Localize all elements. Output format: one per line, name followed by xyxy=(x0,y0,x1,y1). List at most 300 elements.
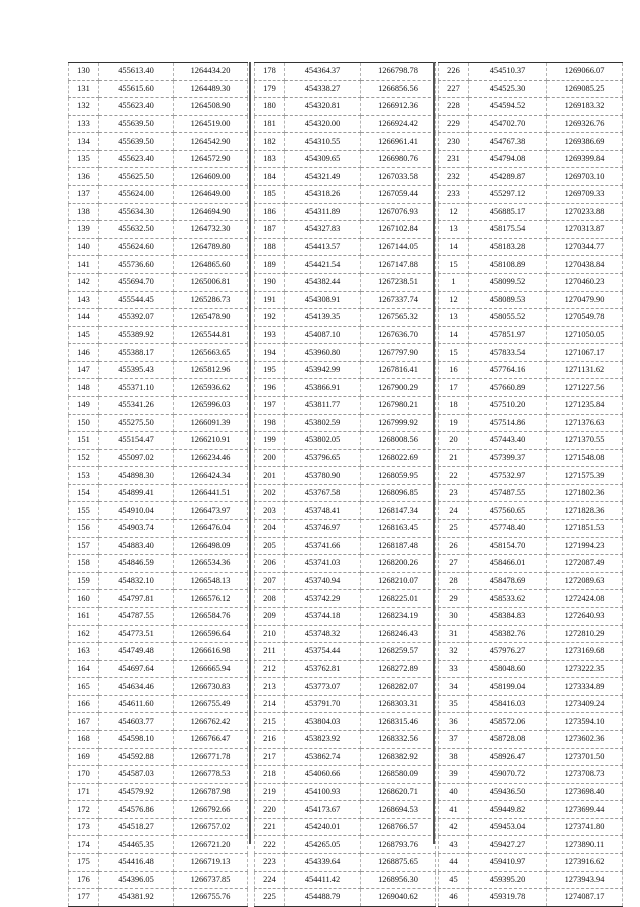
point-number: 209 xyxy=(255,607,285,625)
y-coordinate: 1268766.57 xyxy=(361,818,436,836)
point-number: 34 xyxy=(439,678,469,696)
table-row xyxy=(439,256,623,274)
x-coordinate: 458728.08 xyxy=(469,730,547,748)
y-coordinate: 1266091.39 xyxy=(174,414,248,432)
y-coordinate: 1267033.58 xyxy=(361,168,436,186)
y-coordinate: 1273602.36 xyxy=(547,730,623,748)
x-coordinate: 453780.90 xyxy=(285,467,361,485)
point-number: 160 xyxy=(69,590,99,608)
table-row xyxy=(69,238,248,256)
table-row xyxy=(439,273,623,291)
table-row xyxy=(439,63,623,81)
point-number: 180 xyxy=(255,98,285,116)
y-coordinate: 1273699.44 xyxy=(547,801,623,819)
table-row xyxy=(439,625,623,643)
y-coordinate: 1269040.62 xyxy=(361,889,436,907)
y-coordinate: 1274087.17 xyxy=(547,889,623,907)
table-row xyxy=(255,572,436,590)
y-coordinate: 1273169.68 xyxy=(547,643,623,661)
point-number: 163 xyxy=(69,643,99,661)
point-number: 161 xyxy=(69,607,99,625)
table-row xyxy=(255,590,436,608)
y-coordinate: 1268059.95 xyxy=(361,467,436,485)
point-number: 164 xyxy=(69,660,99,678)
y-coordinate: 1273741.80 xyxy=(547,818,623,836)
x-coordinate: 454903.74 xyxy=(99,520,174,538)
point-number: 150 xyxy=(69,414,99,432)
table-row xyxy=(439,133,623,151)
table-row xyxy=(255,695,436,713)
x-coordinate: 453773.07 xyxy=(285,678,361,696)
point-number: 179 xyxy=(255,80,285,98)
x-coordinate: 459070.72 xyxy=(469,766,547,784)
x-coordinate: 455736.60 xyxy=(99,256,174,274)
coordinate-table-left xyxy=(68,62,248,907)
point-number: 168 xyxy=(69,730,99,748)
y-coordinate: 1265006.81 xyxy=(174,273,248,291)
point-number: 21 xyxy=(439,449,469,467)
y-coordinate: 1265812.96 xyxy=(174,361,248,379)
x-coordinate: 454382.44 xyxy=(285,273,361,291)
x-coordinate: 454311.89 xyxy=(285,203,361,221)
y-coordinate: 1267337.74 xyxy=(361,291,436,309)
point-number: 33 xyxy=(439,660,469,678)
x-coordinate: 458384.83 xyxy=(469,607,547,625)
x-coordinate: 457660.89 xyxy=(469,379,547,397)
table-row xyxy=(255,414,436,432)
x-coordinate: 455623.40 xyxy=(99,98,174,116)
point-number: 35 xyxy=(439,695,469,713)
table-row xyxy=(69,818,248,836)
y-coordinate: 1271376.63 xyxy=(547,414,623,432)
y-coordinate: 1265936.62 xyxy=(174,379,248,397)
table-row xyxy=(69,836,248,854)
x-coordinate: 458478.69 xyxy=(469,572,547,590)
point-number: 212 xyxy=(255,660,285,678)
point-number: 16 xyxy=(439,361,469,379)
x-coordinate: 454592.88 xyxy=(99,748,174,766)
x-coordinate: 453804.03 xyxy=(285,713,361,731)
y-coordinate: 1272087.49 xyxy=(547,555,623,573)
x-coordinate: 458183.28 xyxy=(469,238,547,256)
y-coordinate: 1267636.70 xyxy=(361,326,436,344)
x-coordinate: 457514.86 xyxy=(469,414,547,432)
x-coordinate: 455694.70 xyxy=(99,273,174,291)
y-coordinate: 1266730.83 xyxy=(174,678,248,696)
point-number: 137 xyxy=(69,186,99,204)
y-coordinate: 1272640.93 xyxy=(547,607,623,625)
point-number: 170 xyxy=(69,766,99,784)
y-coordinate: 1271802.36 xyxy=(547,484,623,502)
y-coordinate: 1273334.89 xyxy=(547,678,623,696)
table-row xyxy=(69,396,248,414)
point-number: 142 xyxy=(69,273,99,291)
table-row xyxy=(255,660,436,678)
table-row xyxy=(439,572,623,590)
y-coordinate: 1269399.84 xyxy=(547,150,623,168)
x-coordinate: 453802.05 xyxy=(285,432,361,450)
point-number: 215 xyxy=(255,713,285,731)
x-coordinate: 454797.81 xyxy=(99,590,174,608)
table-row xyxy=(439,783,623,801)
point-number: 194 xyxy=(255,344,285,362)
y-coordinate: 1267797.90 xyxy=(361,344,436,362)
table-row xyxy=(439,537,623,555)
x-coordinate: 453746.97 xyxy=(285,520,361,538)
x-coordinate: 457399.37 xyxy=(469,449,547,467)
table-row xyxy=(439,150,623,168)
x-coordinate: 454611.60 xyxy=(99,695,174,713)
table-row xyxy=(255,730,436,748)
y-coordinate: 1267565.32 xyxy=(361,309,436,327)
point-number: 23 xyxy=(439,484,469,502)
point-number: 189 xyxy=(255,256,285,274)
x-coordinate: 453744.18 xyxy=(285,607,361,625)
table-row xyxy=(439,836,623,854)
x-coordinate: 453748.32 xyxy=(285,625,361,643)
y-coordinate: 1271050.05 xyxy=(547,326,623,344)
y-coordinate: 1268272.89 xyxy=(361,660,436,678)
x-coordinate: 453791.70 xyxy=(285,695,361,713)
table-row xyxy=(439,432,623,450)
point-number: 175 xyxy=(69,854,99,872)
point-number: 223 xyxy=(255,854,285,872)
point-number: 199 xyxy=(255,432,285,450)
y-coordinate: 1266856.56 xyxy=(361,80,436,98)
table-row xyxy=(69,590,248,608)
x-coordinate: 454416.48 xyxy=(99,854,174,872)
y-coordinate: 1266476.04 xyxy=(174,520,248,538)
point-number: 229 xyxy=(439,115,469,133)
x-coordinate: 454100.93 xyxy=(285,783,361,801)
table-row xyxy=(255,309,436,327)
point-number: 145 xyxy=(69,326,99,344)
y-coordinate: 1266771.78 xyxy=(174,748,248,766)
x-coordinate: 455097.02 xyxy=(99,449,174,467)
y-coordinate: 1268210.07 xyxy=(361,572,436,590)
x-coordinate: 455615.60 xyxy=(99,80,174,98)
point-number: 138 xyxy=(69,203,99,221)
x-coordinate: 453741.03 xyxy=(285,555,361,573)
y-coordinate: 1265544.81 xyxy=(174,326,248,344)
point-number: 27 xyxy=(439,555,469,573)
y-coordinate: 1269709.33 xyxy=(547,186,623,204)
table-row xyxy=(439,678,623,696)
table-row xyxy=(439,396,623,414)
x-coordinate: 454594.52 xyxy=(469,98,547,116)
x-coordinate: 455623.40 xyxy=(99,150,174,168)
point-number: 147 xyxy=(69,361,99,379)
y-coordinate: 1266441.51 xyxy=(174,484,248,502)
y-coordinate: 1268620.71 xyxy=(361,783,436,801)
point-number: 210 xyxy=(255,625,285,643)
x-coordinate: 454510.37 xyxy=(469,63,547,81)
table-row xyxy=(69,713,248,731)
point-number: 1 xyxy=(439,273,469,291)
table-row xyxy=(69,625,248,643)
y-coordinate: 1266755.76 xyxy=(174,889,248,907)
point-number: 143 xyxy=(69,291,99,309)
x-coordinate: 455639.50 xyxy=(99,133,174,151)
point-number: 25 xyxy=(439,520,469,538)
table-row xyxy=(69,361,248,379)
point-number: 37 xyxy=(439,730,469,748)
y-coordinate: 1265663.65 xyxy=(174,344,248,362)
x-coordinate: 455392.07 xyxy=(99,309,174,327)
table-row xyxy=(255,273,436,291)
x-coordinate: 454087.10 xyxy=(285,326,361,344)
point-number: 38 xyxy=(439,748,469,766)
point-number: 200 xyxy=(255,449,285,467)
table-row xyxy=(255,537,436,555)
x-coordinate: 454265.05 xyxy=(285,836,361,854)
table-row xyxy=(255,818,436,836)
point-number: 178 xyxy=(255,63,285,81)
x-coordinate: 459427.27 xyxy=(469,836,547,854)
y-coordinate: 1268008.56 xyxy=(361,432,436,450)
table-row xyxy=(69,221,248,239)
y-coordinate: 1268246.43 xyxy=(361,625,436,643)
point-number: 213 xyxy=(255,678,285,696)
point-number: 226 xyxy=(439,63,469,81)
point-number: 205 xyxy=(255,537,285,555)
table-row xyxy=(439,730,623,748)
y-coordinate: 1266534.36 xyxy=(174,555,248,573)
y-coordinate: 1268315.46 xyxy=(361,713,436,731)
table-row xyxy=(439,889,623,907)
point-number: 208 xyxy=(255,590,285,608)
y-coordinate: 1266762.42 xyxy=(174,713,248,731)
point-number: 41 xyxy=(439,801,469,819)
table-row xyxy=(255,432,436,450)
table-row xyxy=(439,871,623,889)
x-coordinate: 454634.46 xyxy=(99,678,174,696)
x-coordinate: 453862.74 xyxy=(285,748,361,766)
y-coordinate: 1271548.08 xyxy=(547,449,623,467)
y-coordinate: 1271067.17 xyxy=(547,344,623,362)
y-coordinate: 1264732.30 xyxy=(174,221,248,239)
x-coordinate: 454697.64 xyxy=(99,660,174,678)
table-row xyxy=(69,695,248,713)
x-coordinate: 458055.52 xyxy=(469,309,547,327)
y-coordinate: 1269326.76 xyxy=(547,115,623,133)
table-row xyxy=(255,256,436,274)
y-coordinate: 1268956.30 xyxy=(361,871,436,889)
point-number: 144 xyxy=(69,309,99,327)
table-row xyxy=(439,520,623,538)
point-number: 219 xyxy=(255,783,285,801)
table-row xyxy=(439,326,623,344)
y-coordinate: 1265478.90 xyxy=(174,309,248,327)
y-coordinate: 1266498.09 xyxy=(174,537,248,555)
y-coordinate: 1268332.56 xyxy=(361,730,436,748)
column-divider xyxy=(249,62,251,844)
x-coordinate: 455275.50 xyxy=(99,414,174,432)
point-number: 225 xyxy=(255,889,285,907)
point-number: 221 xyxy=(255,818,285,836)
y-coordinate: 1267900.29 xyxy=(361,379,436,397)
table-row xyxy=(439,291,623,309)
x-coordinate: 454579.92 xyxy=(99,783,174,801)
point-number: 134 xyxy=(69,133,99,151)
point-number: 13 xyxy=(439,309,469,327)
x-coordinate: 457560.65 xyxy=(469,502,547,520)
y-coordinate: 1268096.85 xyxy=(361,484,436,502)
x-coordinate: 454421.54 xyxy=(285,256,361,274)
y-coordinate: 1266473.97 xyxy=(174,502,248,520)
y-coordinate: 1269386.69 xyxy=(547,133,623,151)
y-coordinate: 1271131.62 xyxy=(547,361,623,379)
y-coordinate: 1266210.91 xyxy=(174,432,248,450)
table-row xyxy=(255,871,436,889)
y-coordinate: 1270438.84 xyxy=(547,256,623,274)
y-coordinate: 1267238.51 xyxy=(361,273,436,291)
y-coordinate: 1267144.05 xyxy=(361,238,436,256)
point-number: 32 xyxy=(439,643,469,661)
x-coordinate: 453742.29 xyxy=(285,590,361,608)
point-number: 13 xyxy=(439,221,469,239)
y-coordinate: 1264508.90 xyxy=(174,98,248,116)
x-coordinate: 455297.12 xyxy=(469,186,547,204)
table-row xyxy=(255,361,436,379)
table-row xyxy=(439,98,623,116)
x-coordinate: 454396.05 xyxy=(99,871,174,889)
y-coordinate: 1268303.31 xyxy=(361,695,436,713)
x-coordinate: 454338.27 xyxy=(285,80,361,98)
table-row xyxy=(69,326,248,344)
y-coordinate: 1266787.98 xyxy=(174,783,248,801)
point-number: 192 xyxy=(255,309,285,327)
y-coordinate: 1272089.63 xyxy=(547,572,623,590)
table-row xyxy=(69,63,248,81)
y-coordinate: 1266719.13 xyxy=(174,854,248,872)
y-coordinate: 1271828.36 xyxy=(547,502,623,520)
x-coordinate: 458108.89 xyxy=(469,256,547,274)
table-row xyxy=(69,537,248,555)
table-row xyxy=(439,449,623,467)
table-row xyxy=(439,361,623,379)
table-row xyxy=(69,555,248,573)
x-coordinate: 453754.44 xyxy=(285,643,361,661)
table-row xyxy=(255,748,436,766)
table-row xyxy=(255,801,436,819)
table-row xyxy=(439,643,623,661)
y-coordinate: 1272424.08 xyxy=(547,590,623,608)
point-number: 22 xyxy=(439,467,469,485)
y-coordinate: 1273698.40 xyxy=(547,783,623,801)
x-coordinate: 454576.86 xyxy=(99,801,174,819)
table-row xyxy=(69,273,248,291)
point-number: 196 xyxy=(255,379,285,397)
table-row xyxy=(69,291,248,309)
point-number: 15 xyxy=(439,256,469,274)
x-coordinate: 454702.70 xyxy=(469,115,547,133)
x-coordinate: 454289.87 xyxy=(469,168,547,186)
point-number: 181 xyxy=(255,115,285,133)
table-row xyxy=(69,98,248,116)
x-coordinate: 454465.35 xyxy=(99,836,174,854)
table-row xyxy=(255,502,436,520)
y-coordinate: 1266755.49 xyxy=(174,695,248,713)
x-coordinate: 453942.99 xyxy=(285,361,361,379)
y-coordinate: 1268022.69 xyxy=(361,449,436,467)
x-coordinate: 454413.57 xyxy=(285,238,361,256)
table-row xyxy=(439,221,623,239)
table-row xyxy=(255,203,436,221)
x-coordinate: 454832.10 xyxy=(99,572,174,590)
table-row xyxy=(255,379,436,397)
table-row xyxy=(439,502,623,520)
table-row xyxy=(439,555,623,573)
point-number: 220 xyxy=(255,801,285,819)
point-number: 132 xyxy=(69,98,99,116)
y-coordinate: 1264519.00 xyxy=(174,115,248,133)
y-coordinate: 1268259.57 xyxy=(361,643,436,661)
table-row xyxy=(69,484,248,502)
x-coordinate: 458175.54 xyxy=(469,221,547,239)
x-coordinate: 459453.04 xyxy=(469,818,547,836)
point-number: 201 xyxy=(255,467,285,485)
x-coordinate: 454173.67 xyxy=(285,801,361,819)
x-coordinate: 454309.65 xyxy=(285,150,361,168)
x-coordinate: 453796.65 xyxy=(285,449,361,467)
table-row xyxy=(69,678,248,696)
table-row xyxy=(439,414,623,432)
point-number: 230 xyxy=(439,133,469,151)
point-number: 176 xyxy=(69,871,99,889)
table-row xyxy=(69,203,248,221)
x-coordinate: 454603.77 xyxy=(99,713,174,731)
y-coordinate: 1266548.13 xyxy=(174,572,248,590)
table-row xyxy=(255,766,436,784)
table-row xyxy=(255,713,436,731)
y-coordinate: 1271575.39 xyxy=(547,467,623,485)
x-coordinate: 454767.38 xyxy=(469,133,547,151)
coordinate-table-right xyxy=(438,62,623,907)
x-coordinate: 454846.59 xyxy=(99,555,174,573)
x-coordinate: 453740.94 xyxy=(285,572,361,590)
point-number: 207 xyxy=(255,572,285,590)
point-number: 130 xyxy=(69,63,99,81)
y-coordinate: 1271235.84 xyxy=(547,396,623,414)
point-number: 40 xyxy=(439,783,469,801)
table-row xyxy=(439,660,623,678)
table-row xyxy=(255,221,436,239)
x-coordinate: 454381.92 xyxy=(99,889,174,907)
x-coordinate: 454488.79 xyxy=(285,889,361,907)
y-coordinate: 1266234.46 xyxy=(174,449,248,467)
table-row xyxy=(255,63,436,81)
table-row xyxy=(439,344,623,362)
point-number: 14 xyxy=(439,238,469,256)
point-number: 165 xyxy=(69,678,99,696)
point-number: 231 xyxy=(439,150,469,168)
point-number: 148 xyxy=(69,379,99,397)
x-coordinate: 453762.81 xyxy=(285,660,361,678)
x-coordinate: 457833.54 xyxy=(469,344,547,362)
table-row xyxy=(255,326,436,344)
table-row xyxy=(69,854,248,872)
y-coordinate: 1273943.94 xyxy=(547,871,623,889)
y-coordinate: 1271851.53 xyxy=(547,520,623,538)
table-row xyxy=(255,678,436,696)
point-number: 151 xyxy=(69,432,99,450)
x-coordinate: 455634.30 xyxy=(99,203,174,221)
x-coordinate: 457764.16 xyxy=(469,361,547,379)
table-row xyxy=(439,713,623,731)
x-coordinate: 454320.81 xyxy=(285,98,361,116)
y-coordinate: 1268694.53 xyxy=(361,801,436,819)
